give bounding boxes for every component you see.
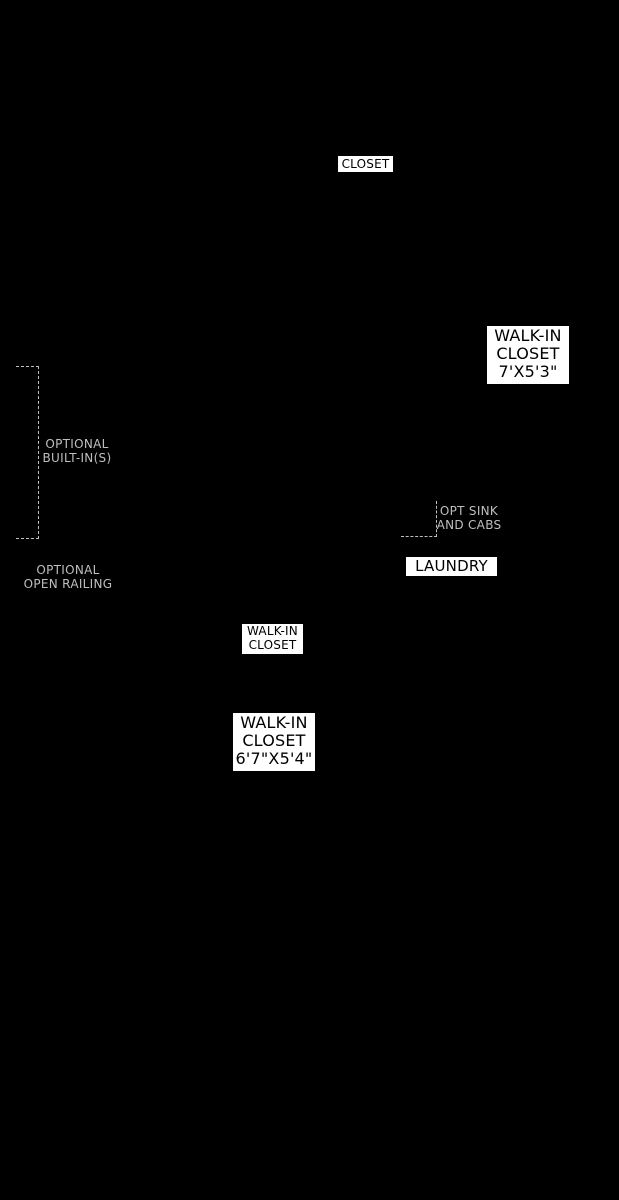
closet-name: CLOSET [341,157,390,171]
opt-sink-line2: AND CABS [436,518,502,533]
builtin-outline-top [16,366,39,367]
laundry-name: LAUNDRY [415,557,488,575]
opt-sink-line1: OPT SINK [439,504,499,518]
note-optional-railing [14,563,122,592]
sink-outline-right [436,501,437,537]
sink-outline-bottom [401,536,437,537]
walk-in-closet-2-size: 6'7"X5'4" [235,748,313,768]
walk-in-closet-2-line1: WALK-IN [240,713,308,732]
room-label-laundry [406,557,497,576]
walk-in-closet-small-line2: CLOSET [248,637,297,652]
room-label-closet [338,156,393,172]
walk-in-closet-1-line1: WALK-IN [494,326,562,345]
optional-builtins-line1: OPTIONAL [45,437,109,451]
optional-builtins-line2: BUILT-IN(S) [42,451,112,466]
room-label-walk-in-closet-2 [233,713,315,771]
builtin-outline-right [38,366,39,539]
optional-railing-line2: OPEN RAILING [23,577,113,592]
room-label-walk-in-closet-small [242,624,303,654]
note-optional-builtins [36,437,118,466]
walk-in-closet-small-line1: WALK-IN [247,624,298,638]
walk-in-closet-1-line2: CLOSET [496,343,560,363]
walk-in-closet-2-line2: CLOSET [242,730,306,750]
walk-in-closet-1-size: 7'X5'3" [498,361,558,381]
optional-railing-line1: OPTIONAL [36,563,100,577]
note-opt-sink [434,504,504,533]
builtin-outline-bottom [16,538,39,539]
room-label-walk-in-closet-1 [487,326,569,384]
